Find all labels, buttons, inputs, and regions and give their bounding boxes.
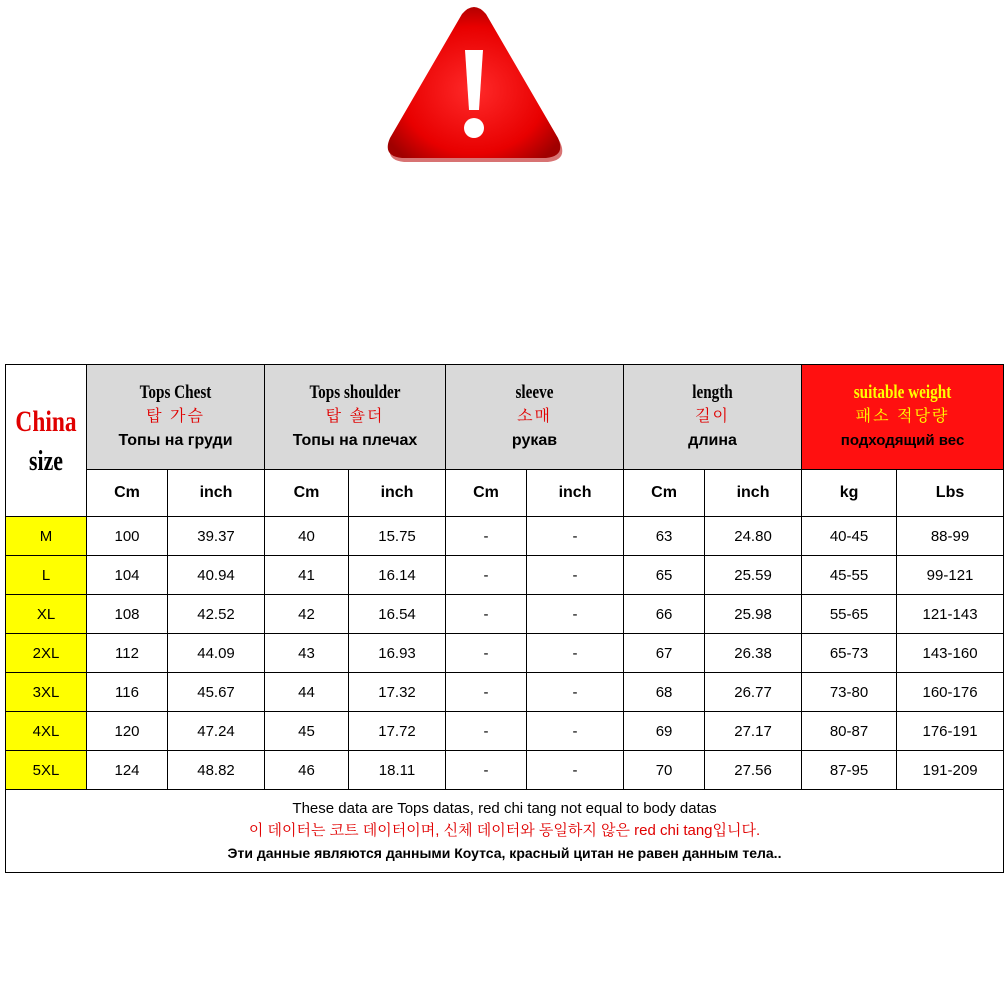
header-row (6, 365, 1004, 470)
table-cell: 191-209 (897, 751, 1004, 790)
table-cell: 80-87 (802, 712, 897, 751)
table-cell: - (527, 634, 624, 673)
table-cell: - (446, 712, 527, 751)
table-row (6, 712, 1004, 751)
table-cell: 18.11 (349, 751, 446, 790)
size-cell: M (6, 517, 87, 556)
table-cell: 40.94 (168, 556, 265, 595)
group-title-ru: рукав (511, 432, 558, 449)
size-cell: 2XL (6, 634, 87, 673)
table-cell: 73-80 (802, 673, 897, 712)
warning-triangle-icon (384, 4, 564, 166)
table-cell: 27.56 (705, 751, 802, 790)
unit-header: Lbs (897, 470, 1004, 517)
table-cell: 39.37 (168, 517, 265, 556)
table-cell: 47.24 (168, 712, 265, 751)
note-ru: Эти данные являются данными Коутса, красный цитан не равен данным тела.. (227, 845, 782, 861)
size-cell: 4XL (6, 712, 87, 751)
table-cell: 116 (87, 673, 168, 712)
table-cell: - (446, 673, 527, 712)
table-cell: 17.32 (349, 673, 446, 712)
table-cell: - (446, 751, 527, 790)
table-cell: 41 (265, 556, 349, 595)
table-cell: 16.93 (349, 634, 446, 673)
unit-header: kg (802, 470, 897, 517)
table-cell: 25.59 (705, 556, 802, 595)
table-cell: 16.54 (349, 595, 446, 634)
note-ko: 이 데이터는 코트 데이터이며, 신체 데이터와 동일하지 않은 red chi tang입니다. (248, 822, 761, 839)
table-row (6, 751, 1004, 790)
exclamation-dot (464, 118, 484, 138)
disclaimer-note (6, 790, 1004, 873)
table-cell: 17.72 (349, 712, 446, 751)
table-cell: 66 (624, 595, 705, 634)
group-header-shoulder (265, 365, 446, 470)
table-cell: 43 (265, 634, 349, 673)
table-cell: 55-65 (802, 595, 897, 634)
group-title-en: sleeve (515, 382, 554, 403)
group-title-en: length (692, 382, 733, 403)
china-label: China (15, 404, 77, 438)
group-header-sleeve (446, 365, 624, 470)
table-cell: 67 (624, 634, 705, 673)
unit-header: inch (349, 470, 446, 517)
table-cell: 42 (265, 595, 349, 634)
group-header-weight (802, 365, 1004, 470)
table-cell: - (527, 712, 624, 751)
group-title-en: Tops Chest (139, 382, 212, 403)
table-cell: 45.67 (168, 673, 265, 712)
table-cell: 69 (624, 712, 705, 751)
unit-header: Cm (624, 470, 705, 517)
unit-row (6, 470, 1004, 517)
group-title-ru: Топы на груди (118, 432, 233, 449)
table-cell: 99-121 (897, 556, 1004, 595)
table-cell: 88-99 (897, 517, 1004, 556)
size-label: size (29, 445, 63, 477)
table-cell: 160-176 (897, 673, 1004, 712)
table-row (6, 517, 1004, 556)
size-cell: L (6, 556, 87, 595)
table-cell: 176-191 (897, 712, 1004, 751)
table-cell: 120 (87, 712, 168, 751)
table-cell: 45-55 (802, 556, 897, 595)
table-cell: 44 (265, 673, 349, 712)
group-title-ko: 탑 가슴 (146, 408, 205, 425)
table-cell: 104 (87, 556, 168, 595)
table-cell: - (527, 595, 624, 634)
table-row (6, 595, 1004, 634)
table-cell: 16.14 (349, 556, 446, 595)
table-cell: - (446, 556, 527, 595)
table-cell: 121-143 (897, 595, 1004, 634)
table-cell: 70 (624, 751, 705, 790)
table-row (6, 556, 1004, 595)
group-title-ko: 소매 (517, 408, 552, 425)
table-cell: 15.75 (349, 517, 446, 556)
table-cell: 26.38 (705, 634, 802, 673)
size-cell: 5XL (6, 751, 87, 790)
unit-header: inch (168, 470, 265, 517)
table-cell: 63 (624, 517, 705, 556)
unit-header: inch (527, 470, 624, 517)
table-cell: 40 (265, 517, 349, 556)
table-cell: 46 (265, 751, 349, 790)
table-cell: 42.52 (168, 595, 265, 634)
unit-header: Cm (87, 470, 168, 517)
table-cell: 124 (87, 751, 168, 790)
table-row (6, 673, 1004, 712)
table-cell: 68 (624, 673, 705, 712)
size-cell: XL (6, 595, 87, 634)
table-cell: 65 (624, 556, 705, 595)
table-cell: 40-45 (802, 517, 897, 556)
note-en: These data are Tops datas, red chi tang not equal to body datas (292, 800, 717, 817)
table-cell: - (527, 517, 624, 556)
table-cell: - (446, 595, 527, 634)
size-cell: 3XL (6, 673, 87, 712)
china-size-header (6, 365, 87, 517)
table-cell: - (446, 634, 527, 673)
group-title-en: suitable weight (853, 382, 952, 403)
table-cell: 100 (87, 517, 168, 556)
table-row (6, 634, 1004, 673)
group-title-ru: Топы на плечах (292, 432, 418, 449)
table-cell: 26.77 (705, 673, 802, 712)
table-cell: 24.80 (705, 517, 802, 556)
group-header-chest (87, 365, 265, 470)
table-cell: - (446, 517, 527, 556)
note-row (6, 790, 1004, 873)
group-title-ru: длина (688, 432, 737, 449)
group-title-en: Tops shoulder (309, 382, 401, 403)
table-cell: 112 (87, 634, 168, 673)
group-title-ko: 탑 숄더 (325, 408, 385, 425)
table-cell: - (527, 556, 624, 595)
table-cell: 25.98 (705, 595, 802, 634)
table-cell: - (527, 673, 624, 712)
unit-header: inch (705, 470, 802, 517)
table-cell: 108 (87, 595, 168, 634)
table-cell: 143-160 (897, 634, 1004, 673)
table-cell: 27.17 (705, 712, 802, 751)
table-cell: 44.09 (168, 634, 265, 673)
table-cell: 87-95 (802, 751, 897, 790)
table-cell: 65-73 (802, 634, 897, 673)
group-title-ru: подходящий вес (840, 432, 965, 449)
table-cell: 48.82 (168, 751, 265, 790)
table-cell: 45 (265, 712, 349, 751)
group-title-ko: 길이 (695, 408, 730, 425)
group-title-ko: 패소 적당량 (855, 408, 950, 425)
size-chart-table (5, 364, 1004, 873)
unit-header: Cm (265, 470, 349, 517)
table-cell: - (527, 751, 624, 790)
unit-header: Cm (446, 470, 527, 517)
group-header-length (624, 365, 802, 470)
